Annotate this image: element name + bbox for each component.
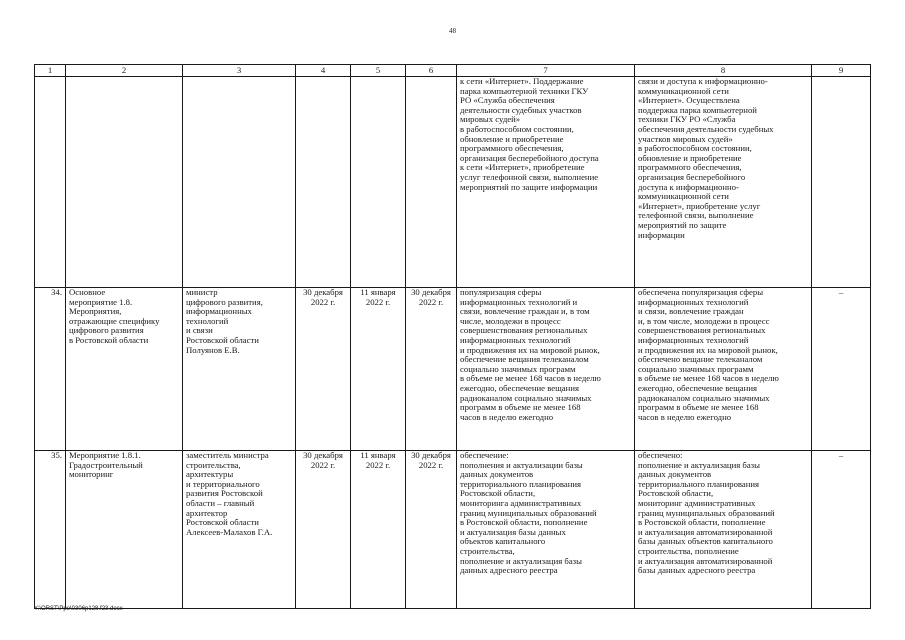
text-line: 2022 г. — [365, 296, 391, 307]
text-line: часов в неделю ежегодно — [638, 411, 732, 422]
cell-col9: – — [812, 288, 871, 451]
text-line: и продвижения их на мировой рынок, — [638, 344, 778, 355]
text-line: строительства, — [186, 459, 241, 470]
text-line: часов в неделю ежегодно — [460, 411, 554, 422]
text-line: Ростовской области, — [460, 488, 536, 499]
text-line: границ муниципальных образований — [638, 507, 775, 518]
header-cell: 1 — [35, 65, 66, 77]
text-line: обеспечено вещание телеканалом — [638, 354, 763, 365]
text-line: парка компьютерной техники ГКУ — [460, 85, 589, 96]
text-line: обеспечение: — [460, 450, 509, 460]
header-cell: 6 — [406, 65, 457, 77]
text-line: услуг телефонной связи, выполнение — [460, 171, 599, 182]
text-line: программного обеспечения, — [460, 143, 564, 154]
text-line: области – главный — [186, 497, 255, 508]
text-line: мониторинг — [69, 469, 114, 480]
cell-start-date — [351, 451, 406, 609]
cell-col9: – — [812, 451, 871, 609]
header-cell: 8 — [635, 65, 812, 77]
text-line: обеспечена популяризация сферы — [638, 287, 764, 297]
text-line: в Ростовской области — [69, 334, 149, 345]
text-line: программ в объеме не менее 168 — [460, 402, 581, 413]
text-line: Полуянов Е.В. — [186, 344, 240, 355]
text-line: строительства, пополнение — [638, 545, 739, 556]
text-line: в объеме не менее 168 часов в неделю — [460, 373, 601, 384]
text-line: 11 января — [360, 287, 396, 297]
text-line: данных документов — [638, 469, 712, 480]
text-line: 11 января — [360, 450, 396, 460]
text-line: пополнения и актуализации базы — [460, 459, 583, 470]
text-line: обеспечения деятельности судебных — [638, 123, 774, 134]
cell-end-date — [406, 288, 457, 451]
cell-planned-date — [296, 288, 351, 451]
text-line: в работоспособном состоянии, — [638, 143, 752, 154]
text-line: цифрового развития — [69, 325, 144, 336]
text-line: и, в том числе, молодежи в процесс — [638, 315, 770, 326]
text-line: программного обеспечения, — [638, 162, 742, 173]
text-line: совершенствования региональных — [638, 325, 766, 336]
text-line: 30 декабря — [303, 287, 343, 297]
text-line: мероприятий по защите — [638, 219, 727, 230]
text-line: коммуникационной сети — [638, 85, 729, 96]
text-line: 30 декабря — [411, 287, 451, 297]
text-line: Ростовской области, — [638, 488, 714, 499]
text-line: информационных технологий и — [460, 296, 578, 307]
header-cell: 5 — [351, 65, 406, 77]
text-line: пополнение и актуализация базы — [638, 459, 760, 470]
text-line: и актуализация базы данных — [460, 526, 566, 537]
cell-col8 — [635, 77, 812, 288]
text-line: заместитель министра — [186, 450, 269, 460]
header-cell: 7 — [457, 65, 635, 77]
report-table — [34, 64, 871, 609]
table-row-continuation — [35, 77, 871, 288]
text-line: организация бесперебойного доступа — [460, 152, 599, 163]
header-cell: 3 — [183, 65, 296, 77]
text-line: связи и доступа к информационно- — [638, 76, 768, 86]
text-line: данных адресного реестра — [460, 565, 558, 576]
text-line: программ в объеме не менее 168 — [638, 402, 759, 413]
text-line: телефонной связи, выполнение — [638, 210, 754, 221]
cell-col8 — [635, 451, 812, 609]
text-line: в работоспособном состоянии, — [460, 123, 574, 134]
text-line: и актуализация автоматизированной — [638, 526, 773, 537]
text-line: организация бесперебойного — [638, 171, 746, 182]
text-line: в Ростовской области, пополнение — [460, 517, 588, 528]
text-line: территориального планирования — [638, 478, 760, 489]
text-line: деятельности судебных участков — [460, 104, 582, 115]
table-row — [35, 288, 871, 451]
text-line: популяризация сферы — [460, 287, 542, 297]
text-line: обновление и приобретение — [460, 133, 564, 144]
text-line: цифрового развития, — [186, 296, 263, 307]
text-line: в Ростовской области, пополнение — [638, 517, 766, 528]
text-line: 30 декабря — [303, 450, 343, 460]
text-line: мониторинг административных — [638, 497, 756, 508]
text-line: информационных — [186, 306, 252, 317]
text-line: коммуникационной сети — [638, 191, 729, 202]
text-line: 2022 г. — [310, 296, 336, 307]
text-line: мировых судей» — [460, 114, 521, 125]
cell-col7 — [457, 451, 635, 609]
cell-col8 — [635, 288, 812, 451]
cell-col7 — [457, 77, 635, 288]
text-line: 30 декабря — [411, 450, 451, 460]
text-line: обновление и приобретение — [638, 152, 742, 163]
text-line: обеспечено: — [638, 450, 683, 460]
cell-executor — [183, 288, 296, 451]
cell-activity-name — [66, 451, 183, 609]
text-line: архитектуры — [186, 469, 234, 480]
text-line: связи, вовлечение граждан и, в том — [460, 306, 590, 317]
text-line: техники ГКУ РО «Служба — [638, 114, 736, 125]
text-line: и актуализация автоматизированной — [638, 555, 773, 566]
text-line: отражающие специфику — [69, 315, 160, 326]
page-number: 48 — [449, 27, 456, 35]
text-line: обеспечение вещания телеканалом — [460, 354, 589, 365]
text-line: границ муниципальных образований — [460, 507, 597, 518]
text-line: радиоканалом социально значимых — [460, 392, 592, 403]
row-number: 34. — [35, 288, 66, 451]
text-line: строительства, — [460, 545, 515, 556]
text-line: 2022 г. — [418, 459, 444, 470]
cell-planned-date — [296, 451, 351, 609]
text-line: Мероприятия, — [69, 306, 122, 317]
text-line: и связи, вовлечение граждан — [638, 306, 744, 317]
text-line: информации — [638, 229, 685, 240]
text-line: радиоканалом социально значимых — [638, 392, 770, 403]
text-line: и территориального — [186, 478, 260, 489]
text-line: мероприятий по защите информации — [460, 181, 598, 192]
text-line: доступа к информационно- — [638, 181, 739, 192]
text-line: и связи — [186, 325, 213, 336]
row-number: 35. — [35, 451, 66, 609]
text-line: развития Ростовской — [186, 488, 263, 499]
cell-col7 — [457, 288, 635, 451]
text-line: ежегодно, обеспечение вещания — [460, 382, 579, 393]
header-cell: 4 — [296, 65, 351, 77]
text-line: информационных технологий — [638, 334, 749, 345]
cell-executor — [183, 451, 296, 609]
header-cell: 9 — [812, 65, 871, 77]
text-line: Градостроительный — [69, 459, 143, 470]
text-line: базы данных адресного реестра — [638, 565, 756, 576]
text-line: технологий — [186, 315, 229, 326]
text-line: базы данных объектов капитального — [638, 536, 773, 547]
text-line: Алексеев-Малахов Г.А. — [186, 526, 273, 537]
text-line: Основное — [69, 287, 106, 297]
text-line: совершенствования региональных — [460, 325, 588, 336]
text-line: в объеме не менее 168 часов в неделю — [638, 373, 779, 384]
text-line: данных документов — [460, 469, 534, 480]
header-cell: 2 — [66, 65, 183, 77]
text-line: мониторинга административных — [460, 497, 582, 508]
text-line: территориального планирования — [460, 478, 582, 489]
text-line: объектов капитального — [460, 536, 546, 547]
text-line: министр — [186, 287, 218, 297]
cell-start-date — [351, 288, 406, 451]
file-path-footer: Y:\ORST\Ppo\0306p128.f23.docx — [34, 606, 123, 612]
text-line: социально значимых программ — [638, 363, 754, 374]
text-line: мероприятие 1.8. — [69, 296, 133, 307]
text-line: 2022 г. — [418, 296, 444, 307]
text-line: к сети «Интернет». Поддержание — [460, 76, 584, 86]
text-line: Ростовской области — [186, 517, 259, 528]
text-line: информационных технологий — [638, 296, 749, 307]
cell-end-date — [406, 451, 457, 609]
text-line: социально значимых программ — [460, 363, 576, 374]
table-row — [35, 451, 871, 609]
text-line: 2022 г. — [365, 459, 391, 470]
text-line: 2022 г. — [310, 459, 336, 470]
text-line: архитектор — [186, 507, 228, 518]
text-line: пополнение и актуализация базы — [460, 555, 582, 566]
text-line: и продвижения их на мировой рынок, — [460, 344, 600, 355]
text-line: РО «Служба обеспечения — [460, 95, 555, 106]
text-line: участков мировых судей» — [638, 133, 733, 144]
text-line: к сети «Интернет», приобретение — [460, 162, 585, 173]
text-line: информационных технологий — [460, 334, 571, 345]
header-row — [35, 65, 871, 77]
text-line: Мероприятие 1.8.1. — [69, 450, 141, 460]
text-line: поддержка парка компьютерной — [638, 104, 757, 115]
text-line: Ростовской области — [186, 334, 259, 345]
text-line: «Интернет», приобретение услуг — [638, 200, 761, 211]
cell-activity-name — [66, 288, 183, 451]
text-line: числе, молодежи в процесс — [460, 315, 561, 326]
text-line: «Интернет». Осуществлена — [638, 95, 740, 106]
text-line: ежегодно, обеспечение вещания — [638, 382, 757, 393]
